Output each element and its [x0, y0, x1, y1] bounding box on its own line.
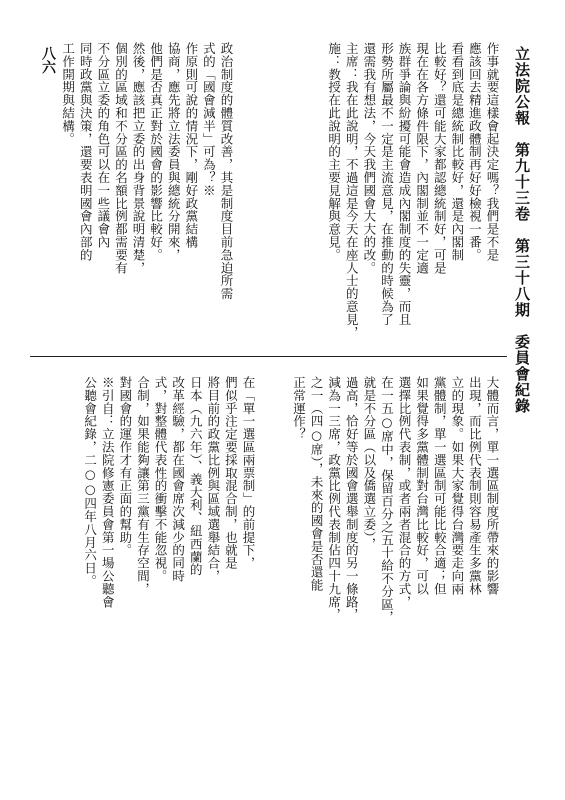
text-block-top-right — [251, 42, 501, 342]
text-column: 將目前的政黨比例與區域選舉結合， — [205, 376, 221, 583]
text-block-bottom-left — [42, 376, 257, 736]
text-column: 同時政黨與決策，還要表明國會內部的 — [78, 42, 94, 262]
text-column: 協商，應先將立法委員與總統分開來， — [166, 42, 182, 262]
text-column: 在一五○席中，保留百分之五十給不分區， — [379, 376, 395, 624]
text-column: 就是不分區（以及僑選立委）， — [361, 376, 377, 551]
text-column: 大體而言，單一選區制度所帶來的影響 — [485, 376, 500, 596]
text-column: 還需我有想法，今天我們國會大大的改。 — [361, 42, 377, 275]
text-column: 施：教授在此說明的主要見解與意見。 — [326, 42, 342, 262]
text-column: 不分區立委的角色可以在一些議會內 — [95, 42, 111, 249]
footnote-column: ※引自：立法院修憲委員會第一場公聽會 — [100, 376, 116, 609]
text-column: 在「單一選區兩票制」的前提下， — [241, 376, 256, 570]
text-column: 看看到底是總統制比較好，還是內閣制 — [449, 42, 465, 262]
text-column: 出現，而比例代表制則容易產生多黨林 — [467, 376, 483, 596]
text-column: 之一（四○席），未來的國會是否還能 — [309, 376, 325, 592]
page-number: 八六 — [40, 46, 56, 74]
text-column: 立的現象。如果大家覺得台灣要走向兩 — [449, 376, 465, 596]
section-divider — [30, 356, 507, 357]
text-column: 對國會的運作才有正面的幫助。 — [117, 376, 133, 557]
text-column: 應該回去精進政體制再好好檢視一番。 — [467, 42, 483, 262]
text-column: 比較好？還可能大家都認總統制好，可是 — [432, 42, 448, 275]
text-column: 正常運作？ — [291, 376, 307, 441]
text-column: 改革經驗，都在國會席次減少的同時 — [170, 376, 186, 583]
text-column: 族群爭論與紛擾可能會造成內閣制度的失靈，而且 — [397, 42, 413, 326]
journal-header: 立法院公報 第九十三卷 第三十八期 委員會紀錄 — [513, 46, 531, 414]
text-column: 主席：我在此說明，不過這是今天在座人士的意見， — [344, 42, 360, 339]
text-column: 作事就要這樣會起決定嗎？我們是不是 — [485, 42, 500, 262]
text-block-bottom-right — [265, 376, 501, 736]
text-column: 們似乎注定要採取混合制，也就是 — [223, 376, 239, 570]
text-column: 合制，如果能夠讓第三黨有生存空間， — [135, 376, 151, 596]
text-column: 工作開期與結構。 — [60, 42, 76, 146]
text-column: 式的「國會減半」可為？※ — [201, 42, 217, 197]
text-column: 然後，應該把立委的出身背景說明清楚， — [131, 42, 147, 275]
text-column: 現在在各方條件限下，內閣制並不一定適 — [414, 42, 430, 275]
text-block-top-left — [45, 42, 235, 342]
text-column: 個別的區域和不分區的名額比例都需要有 — [113, 42, 129, 275]
text-column: 式，對整體代表性的衝擊不能忽視。 — [153, 376, 169, 583]
text-column: 日本（九六年）、義大利、紐西蘭的 — [188, 376, 204, 577]
text-column: 選擇比例代表制，或者兩者混合的方式， — [397, 376, 413, 609]
text-column: 他們是否真正對於國會的影響比較好。 — [148, 42, 164, 262]
text-column: 黨體制，單一選區制可能比較合適；但 — [432, 376, 448, 596]
text-column: 作原則可說的情況下，剛好政黨結構 — [183, 42, 199, 249]
text-column: 政治制度的體質改善，其是制度目前急迫所需 — [219, 42, 234, 300]
text-column: 過高，恰好等於國會選舉制度的另一條路， — [344, 376, 360, 622]
text-column: 形勢所屬最不一定是主流意見，在推動的時候為了 — [379, 42, 395, 326]
footnote-column: 公聽會紀錄，二○○四年八月六日。 — [82, 376, 98, 588]
text-column: 減為一三席，政黨比例代表制佔四十九席， — [326, 376, 342, 622]
text-column: 如果覺得多黨體制對台灣比較好，可以 — [414, 376, 430, 596]
